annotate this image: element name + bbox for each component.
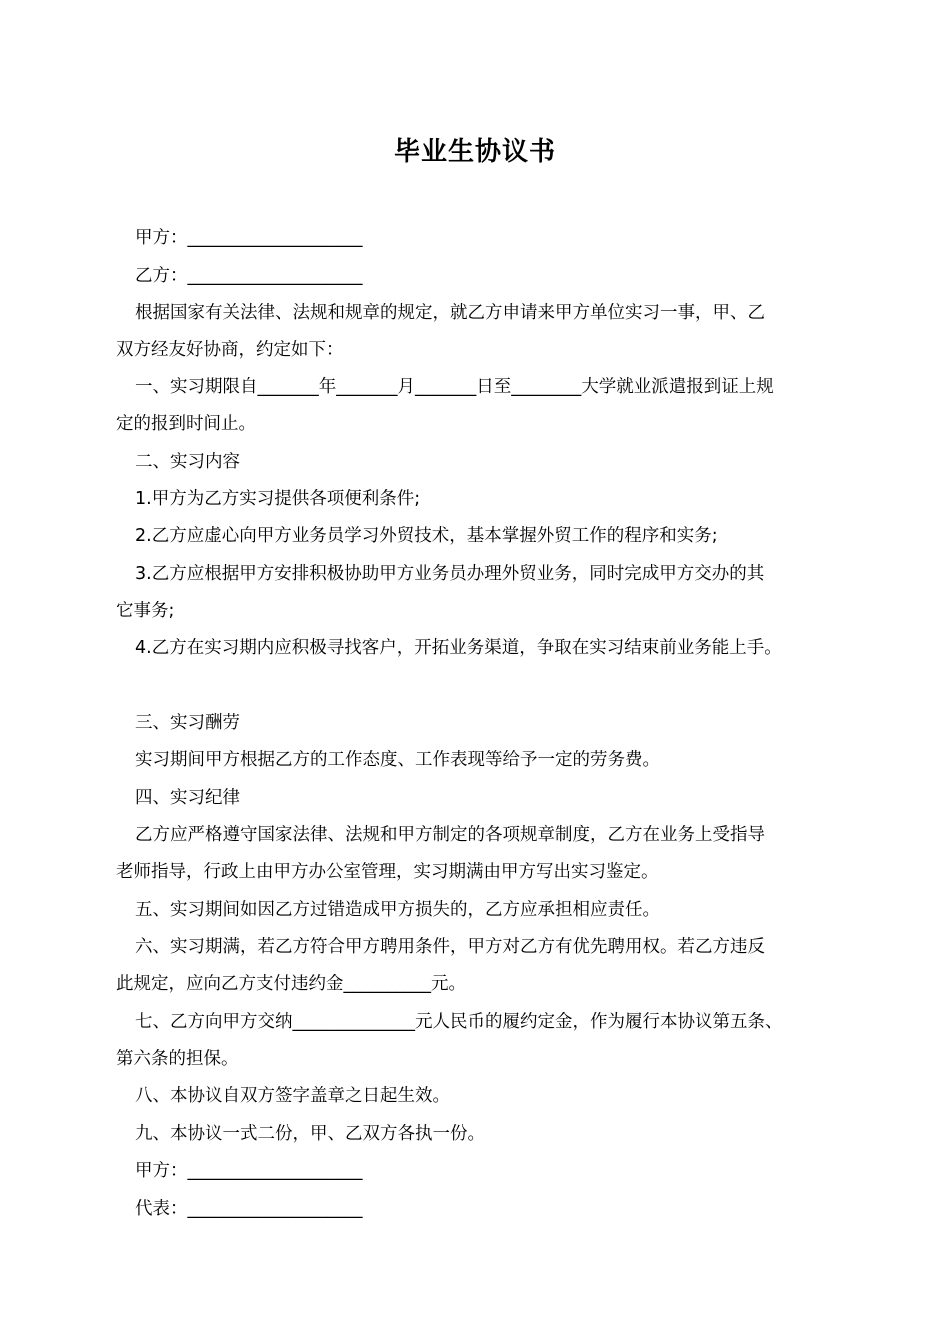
clause-4-line-1: 乙方应严格遵守国家法律、法规和甲方制定的各项规章制度，乙方在业务上受指导 [135, 825, 765, 845]
clause-2-item-3-line-2: 它事务; [116, 601, 175, 621]
clause-2-item-3-line-1: 3.乙方应根据甲方安排积极协助甲方业务员办理外贸业务，同时完成甲方交办的其 [135, 564, 765, 584]
preamble-line-2: 双方经友好协商，约定如下： [116, 340, 344, 360]
party-a-field: 甲方：____________________ [135, 228, 363, 248]
clause-7-line-2: 第六条的担保。 [116, 1049, 239, 1069]
clause-4-line-2: 老师指导，行政上由甲方办公室管理，实习期满由甲方写出实习鉴定。 [116, 862, 659, 882]
clause-5: 五、实习期间如因乙方过错造成甲方损失的，乙方应承担相应责任。 [135, 900, 660, 920]
signature-party-a: 甲方：____________________ [135, 1161, 363, 1181]
clause-7-line-1: 七、乙方向甲方交纳______________元人民币的履约定金，作为履行本协议第五条、 [135, 1012, 783, 1032]
clause-9: 九、本协议一式二份，甲、乙双方各执一份。 [135, 1124, 485, 1144]
clause-3-heading: 三、实习酬劳 [135, 713, 240, 733]
clause-8: 八、本协议自双方签字盖章之日起生效。 [135, 1086, 450, 1106]
party-b-field: 乙方：____________________ [135, 266, 363, 286]
clause-2-item-1: 1.甲方为乙方实习提供各项便利条件; [135, 489, 421, 509]
clause-6-line-1: 六、实习期满，若乙方符合甲方聘用条件，甲方对乙方有优先聘用权。若乙方违反 [135, 937, 765, 957]
preamble-line-1: 根据国家有关法律、法规和规章的规定，就乙方申请来甲方单位实习一事，甲、乙 [135, 303, 765, 323]
clause-2-item-4: 4.乙方在实习期内应积极寻找客户，开拓业务渠道，争取在实习结束前业务能上手。 [135, 638, 782, 658]
document-title: 毕业生协议书 [393, 137, 556, 167]
clause-2-item-2: 2.乙方应虚心向甲方业务员学习外贸技术，基本掌握外贸工作的程序和实务; [135, 526, 718, 546]
clause-6-line-2: 此规定，应向乙方支付违约金__________元。 [116, 974, 466, 994]
clause-4-heading: 四、实习纪律 [135, 788, 240, 808]
clause-3-body: 实习期间甲方根据乙方的工作态度、工作表现等给予一定的劳务费。 [135, 750, 660, 770]
clause-1-line-2: 定的报到时间止。 [116, 414, 256, 434]
clause-1-line-1: 一、实习期限自_______年_______月_______日至________大学就业派遣报到证上规 [135, 377, 774, 397]
signature-representative: 代表：____________________ [135, 1199, 363, 1219]
clause-2-heading: 二、实习内容 [135, 452, 240, 472]
